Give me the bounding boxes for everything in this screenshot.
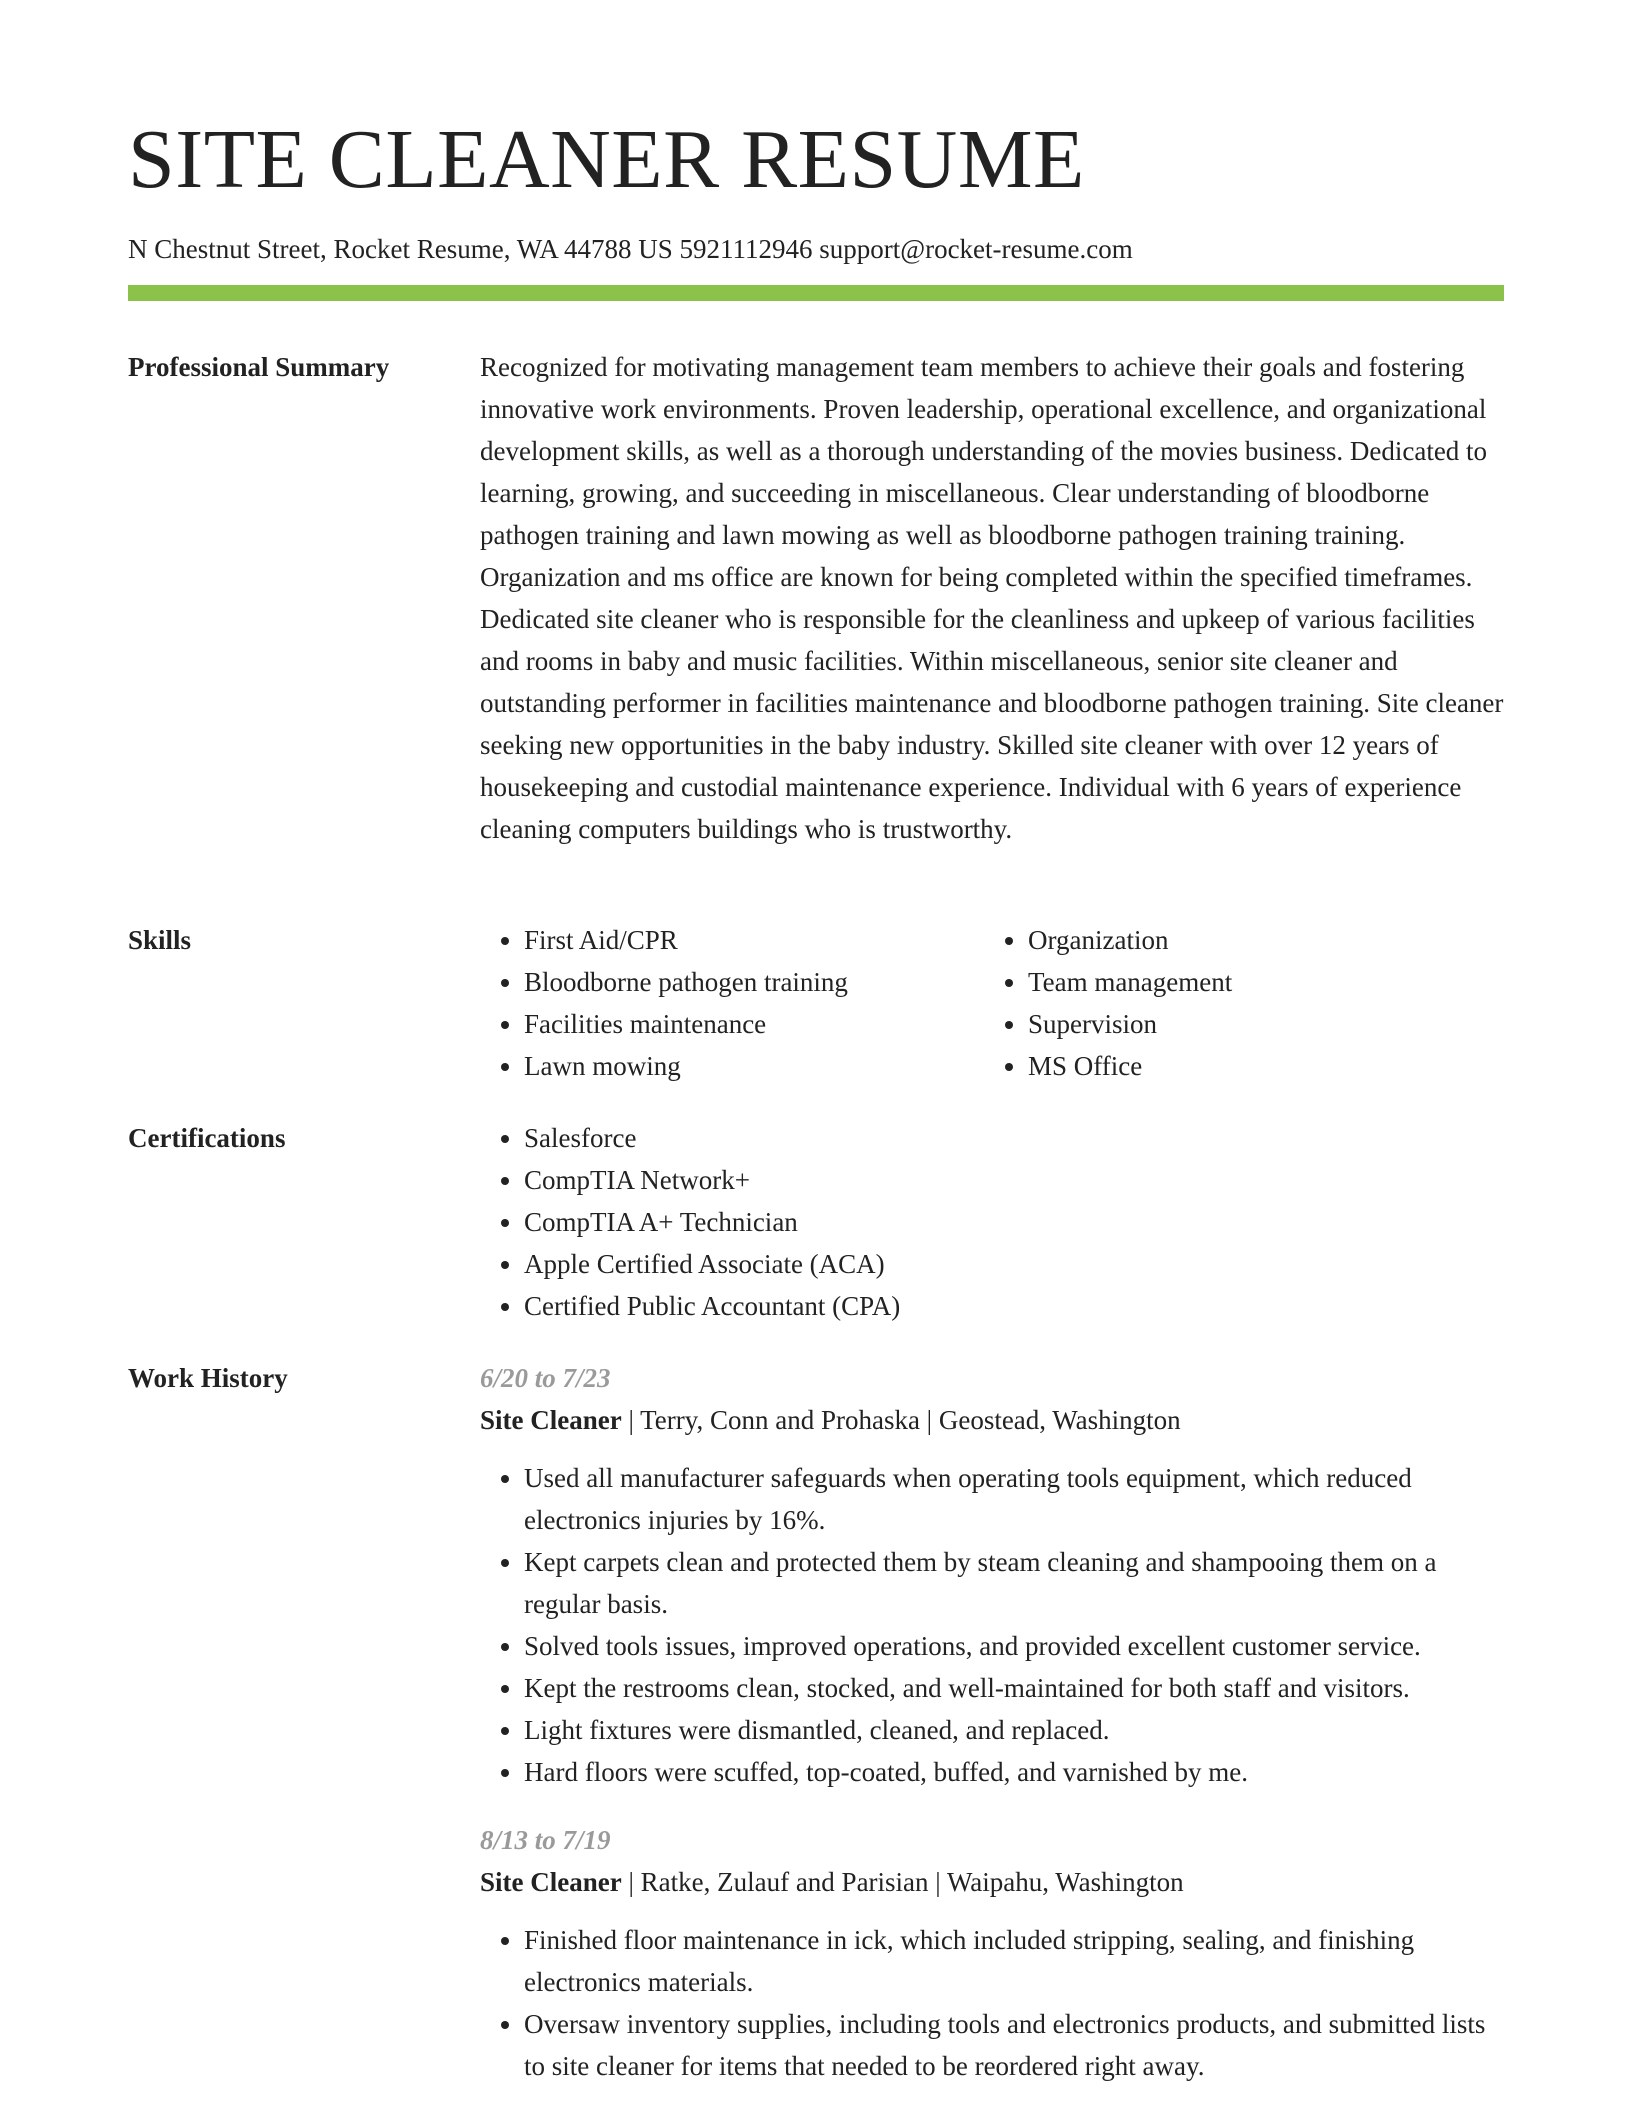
skills-column-right [984,919,1488,1087]
certification-item: • Apple Certified Associate (ACA) [524,1243,1504,1285]
job-title: Site Cleaner [480,1405,622,1435]
job-employer-location: | Ratke, Zulauf and Parisian | Waipahu, Washington [621,1867,1184,1897]
work-history-heading: Work History [128,1363,288,1393]
summary-heading: Professional Summary [128,352,390,382]
certification-item: • CompTIA A+ Technician [524,1201,1504,1243]
skill-item: • Bloodborne pathogen training [524,961,984,1003]
certifications-body [480,1117,1504,1327]
job-duty: • Hard floors were scuffed, top-coated, buffed, and varnished by me. [524,1751,1504,1793]
job-duty: • Solved tools issues, improved operations, and provided excellent customer service. [524,1625,1504,1667]
job-dates: 8/13 to 7/19 [480,1825,611,1855]
certification-item: • Salesforce [524,1117,1504,1159]
job-employer-location: | Terry, Conn and Prohaska | Geostead, Washington [621,1405,1181,1435]
header-divider [128,285,1504,301]
skills-list-left [480,919,984,1087]
job-dates: 6/20 to 7/23 [480,1363,611,1393]
summary-text: Recognized for motivating management team members to achieve their goals and fostering innovative work environments. Proven leadership, operational excellence, and organizational development skills, as well as a thorough understanding of the movies business. Dedicated to learning, growing, and succeeding in miscellaneous. Clear understanding of bloodborne pathogen training and lawn mowing as well as bloodborne pathogen training training. Organization and ms office are known for being completed within the specified timeframes. Dedicated site cleaner who is responsible for the cleanliness and upkeep of various facilities and rooms in baby and music facilities. Within miscellaneous, senior site cleaner and outstanding performer in facilities maintenance and bloodborne pathogen training. Site cleaner seeking new opportunities in the baby industry. Skilled site cleaner with over 12 years of housekeeping and custodial maintenance experience. Individual with 6 years of experience cleaning computers buildings who is trustworthy. [480,352,1504,844]
certifications-list [480,1117,1504,1327]
contact-line: N Chestnut Street, Rocket Resume, WA 44788 US 5921112946 support@rocket-resume.com [128,234,1133,264]
job-duty: • Oversaw inventory supplies, including tools and electronics products, and submitted lists to site cleaner for items that needed to be reordered right away. [524,2003,1504,2087]
job-duty: • Finished floor maintenance in ick, which included stripping, sealing, and finishing electronics materials. [524,1919,1504,2003]
summary-body [480,346,1504,850]
job-title: Site Cleaner [480,1867,622,1897]
skill-item: • Team management [1028,961,1488,1003]
job-entry [480,1357,1504,1793]
skill-item: • Organization [1028,919,1488,961]
job-duty: • Kept carpets clean and protected them by steam cleaning and shampooing them on a regular basis. [524,1541,1504,1625]
skill-item: • First Aid/CPR [524,919,984,961]
job-duty: • Kept the restrooms clean, stocked, and well-maintained for both staff and visitors. [524,1667,1504,1709]
job-duty: • Used all manufacturer safeguards when operating tools equipment, which reduced electronics injuries by 16%. [524,1457,1504,1541]
certification-item: • CompTIA Network+ [524,1159,1504,1201]
work-history-body [480,1357,1504,2113]
skills-heading: Skills [128,925,192,955]
certifications-heading: Certifications [128,1123,286,1153]
job-duty: • Light fixtures were dismantled, cleaned, and replaced. [524,1709,1504,1751]
job-heading [480,1399,1504,1441]
skill-item: • Facilities maintenance [524,1003,984,1045]
job-duties-list [480,1919,1504,2087]
job-entry [480,1819,1504,2087]
job-heading [480,1861,1504,1903]
certification-item: • Certified Public Accountant (CPA) [524,1285,1504,1327]
skills-body [480,919,1504,1087]
skills-list-right [984,919,1488,1087]
skill-item: • MS Office [1028,1045,1488,1087]
resume-title: SITE CLEANER RESUME [128,113,1085,206]
skills-column-left [480,919,984,1087]
skill-item: • Lawn mowing [524,1045,984,1087]
job-duties-list [480,1457,1504,1793]
skill-item: • Supervision [1028,1003,1488,1045]
